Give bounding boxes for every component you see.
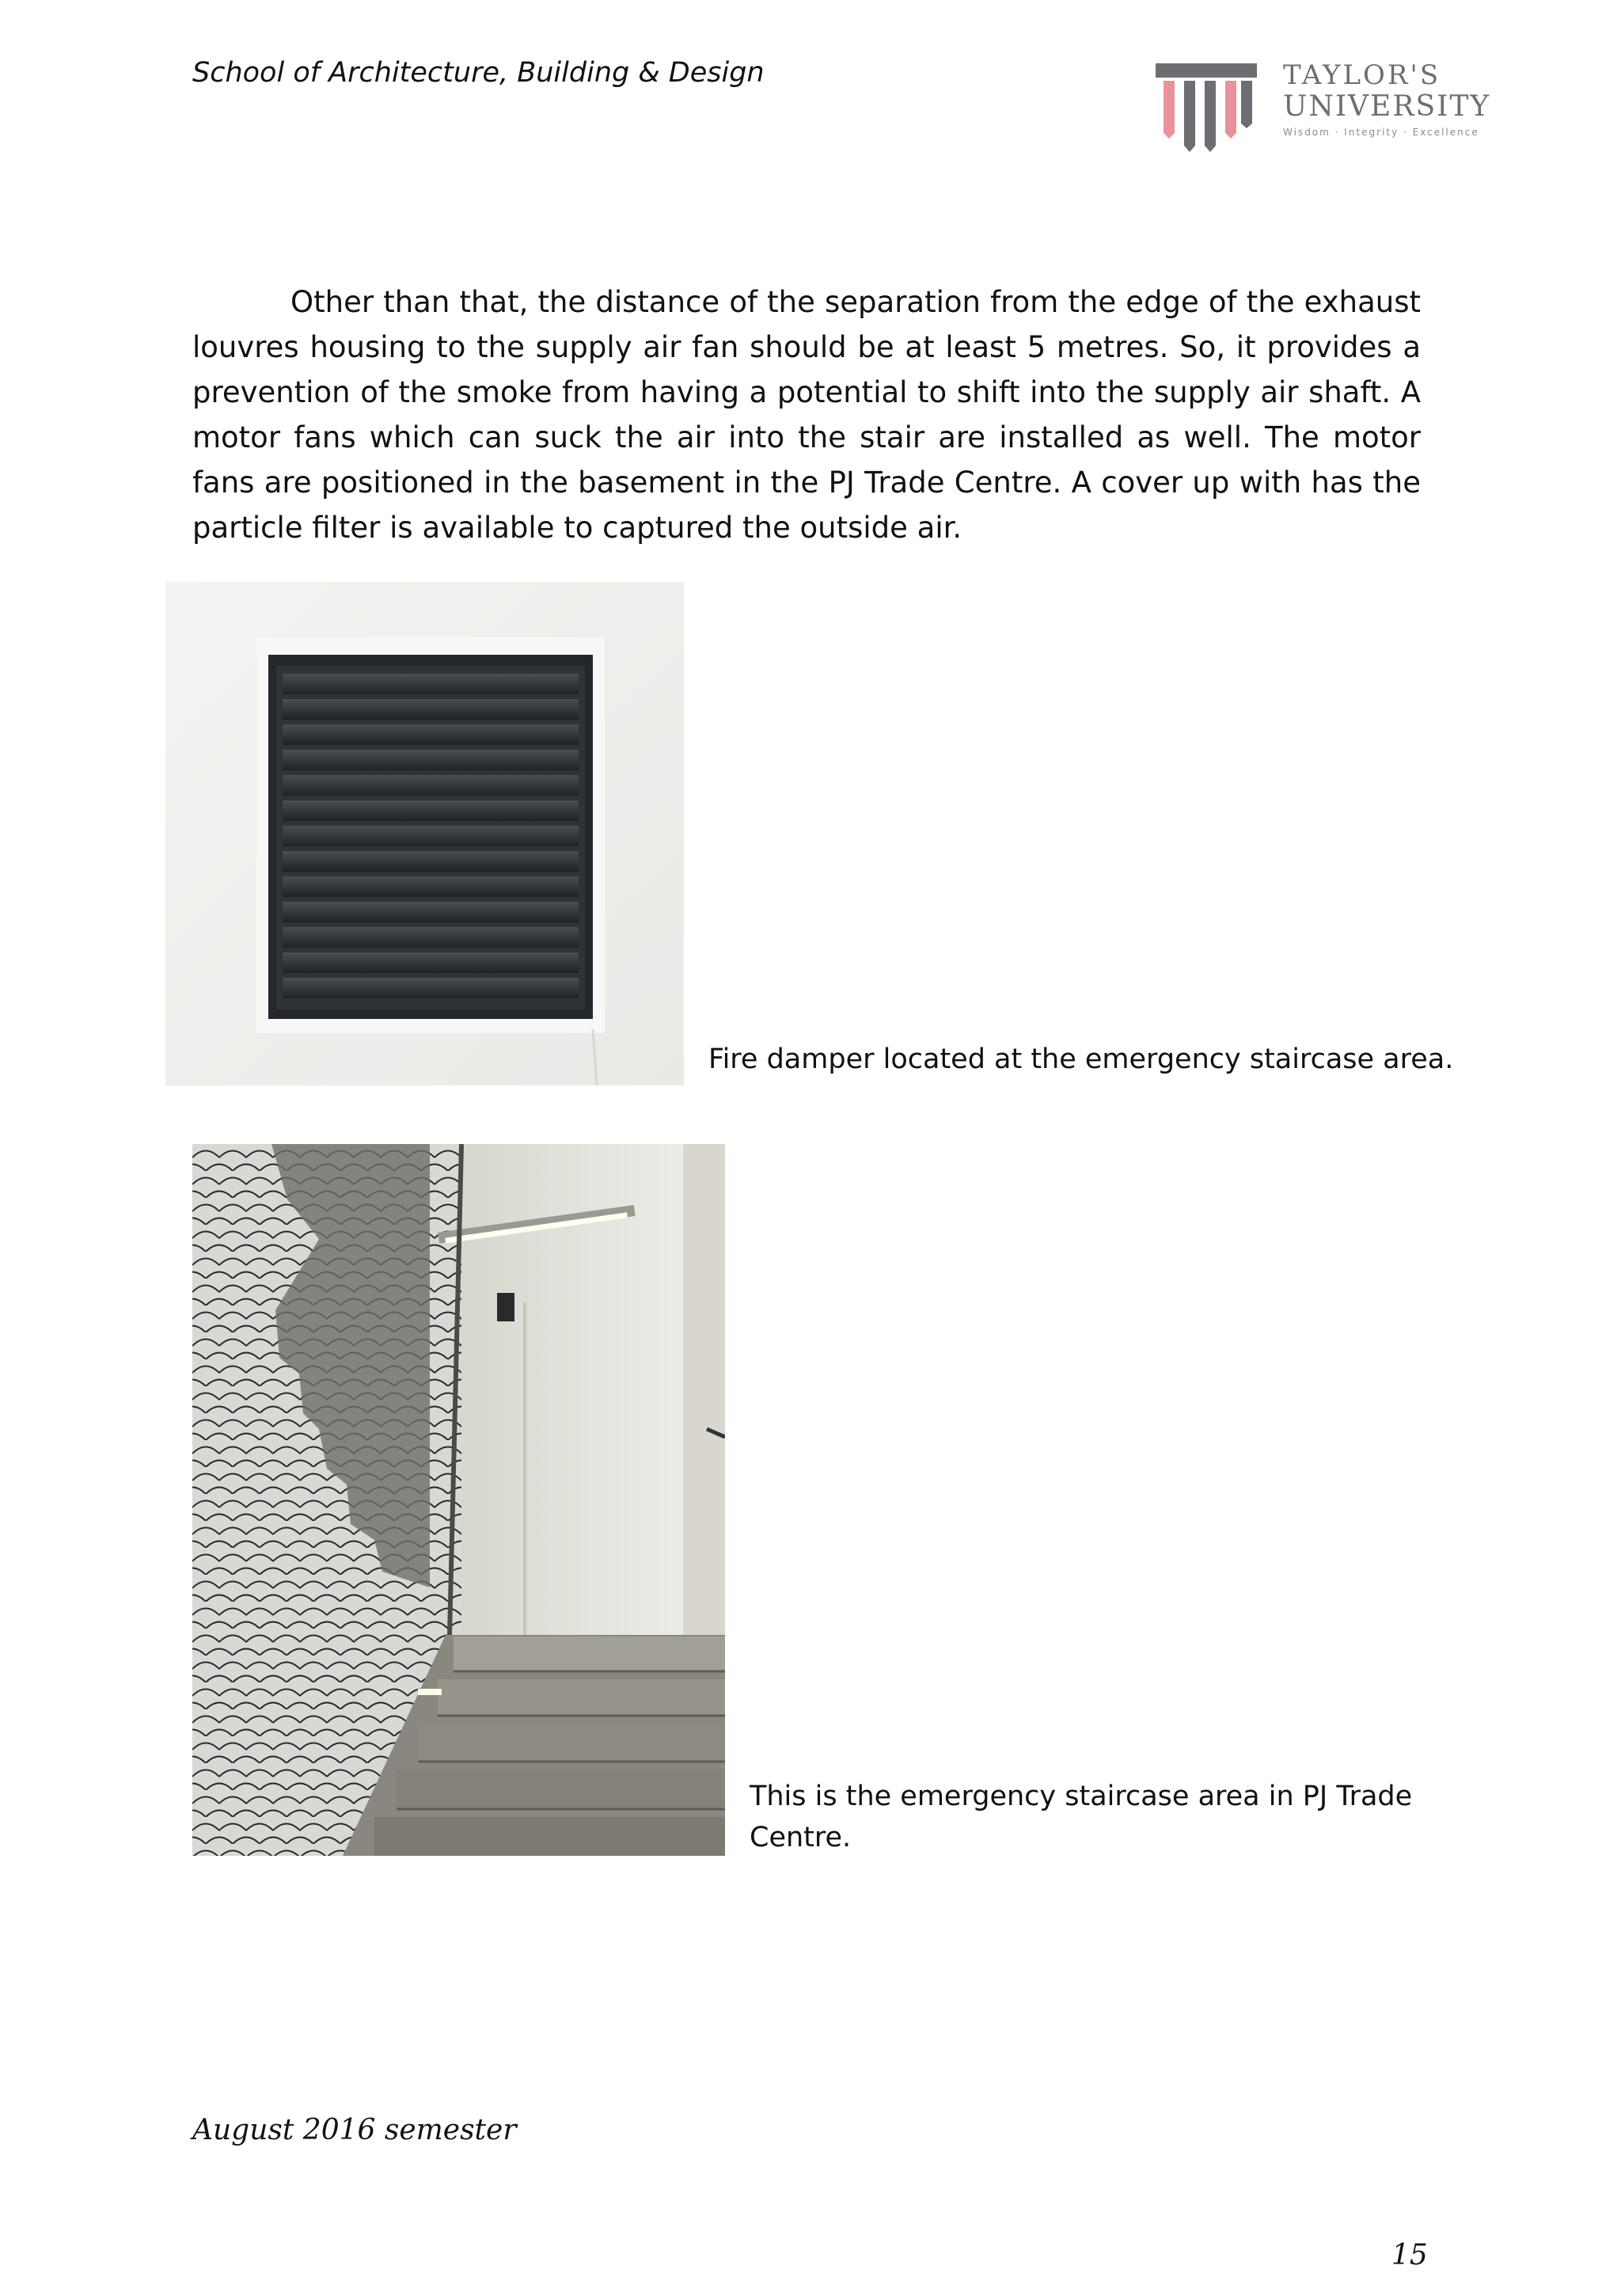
fire-damper-photo <box>165 582 684 1085</box>
logo-tagline-text: Wisdom · Integrity · Excellence <box>1283 127 1479 138</box>
footer-semester: August 2016 semester <box>192 2114 517 2146</box>
header-school-name: School of Architecture, Building & Design <box>192 57 765 89</box>
page-number: 15 <box>1391 2239 1428 2271</box>
fire-damper-caption: Fire damper located at the emergency staircase area. <box>708 1043 1454 1075</box>
taylors-logo-mark <box>1152 60 1524 155</box>
logo-name-text: TAYLOR'S <box>1283 60 1441 91</box>
staircase-photo <box>192 1144 725 1856</box>
logo-sub-text: UNIVERSITY <box>1283 90 1491 123</box>
body-paragraph: Other than that, the distance of the separation from the edge of the exhaust louvres housing to the supply air fan should be at least 5 metres. So, it provides a prevention of the smoke from having a potential to shift into the supply air shaft. A motor fans which can suck the air into the stair are installed as well. The motor fans are positioned in the basement in the PJ Trade Centre. A cover up with has the particle filter is available to captured the outside air. <box>192 285 1421 545</box>
staircase-caption: This is the emergency staircase area in PJ Trade Centre. <box>750 1781 1413 1853</box>
university-logo <box>1152 60 1524 155</box>
